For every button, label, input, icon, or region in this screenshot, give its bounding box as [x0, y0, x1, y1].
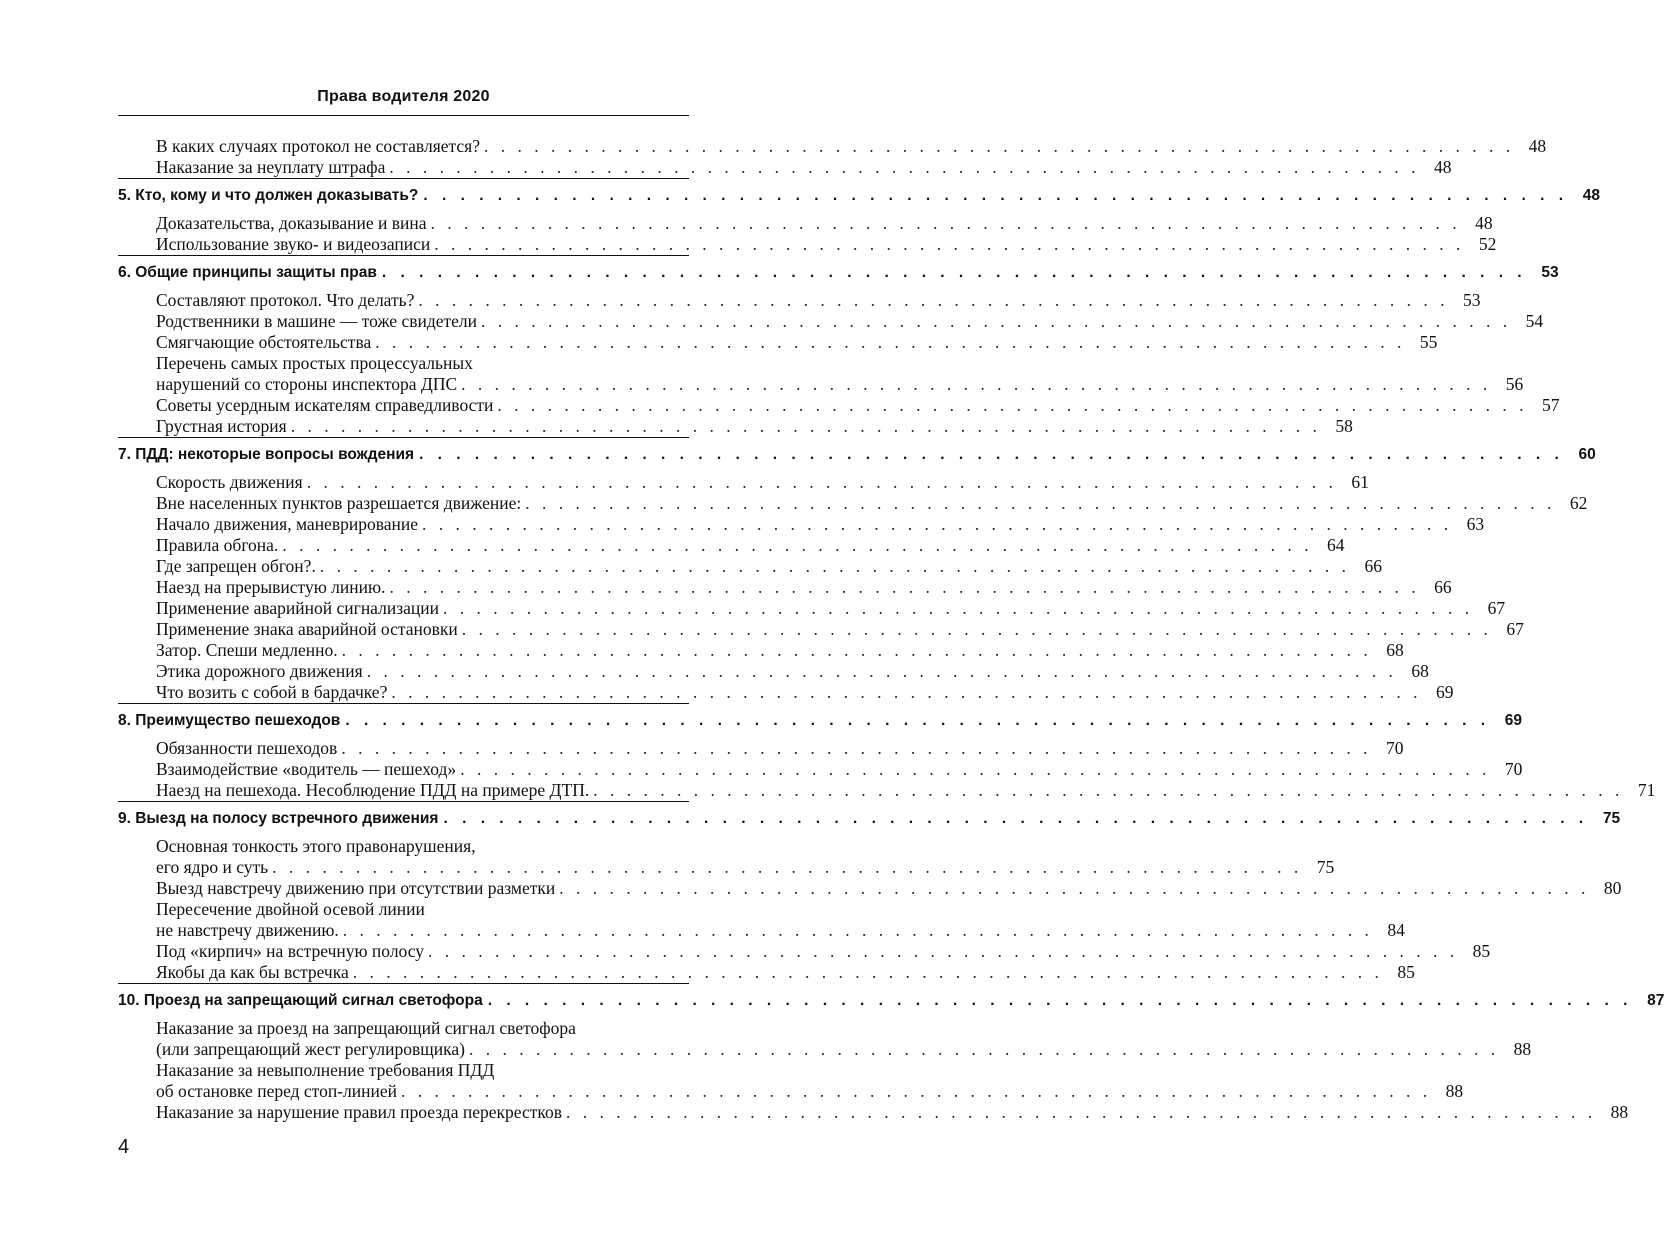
dot-leader: . . . . . . . . . . . . . . . . . . . . . . . . . . . . . . . . . . . . . . . . . . . . . . . . . . . . . . . . . . . . . .	[282, 535, 1313, 555]
entry-page: 56	[1505, 374, 1524, 394]
dot-leader: . . . . . . . . . . . . . . . . . . . . . . . . . . . . . . . . . . . . . . . . . . . . . . . . . . . . . . . . . . . . . .	[423, 187, 1569, 204]
dot-leader: . . . . . . . . . . . . . . . . . . . . . . . . . . . . . . . . . . . . . . . . . . . . . . . . . . . . . . . . . . . . . .	[419, 446, 1564, 463]
dot-leader: . . . . . . . . . . . . . . . . . . . . . . . . . . . . . . . . . . . . . . . . . . . . . . . . . . . . . . . . . . . . . .	[434, 234, 1465, 254]
toc-entry	[118, 234, 1497, 255]
chapter-page: 53	[1541, 264, 1559, 281]
dot-leader: . . . . . . . . . . . . . . . . . . . . . . . . . . . . . . . . . . . . . . . . . . . . . . . . . . . . . . . . . . . . . .	[319, 556, 1350, 576]
dot-leader: . . . . . . . . . . . . . . . . . . . . . . . . . . . . . . . . . . . . . . . . . . . . . . . . . . . . . . . . . . . . . .	[430, 213, 1461, 233]
dot-leader: . . . . . . . . . . . . . . . . . . . . . . . . . . . . . . . . . . . . . . . . . . . . . . . . . . . . . . . . . . . . . .	[341, 640, 1372, 660]
entry-page: 66	[1364, 556, 1382, 576]
toc-entry	[118, 514, 1485, 535]
chapter-title: 8. Преимущество пешеходов	[118, 712, 341, 729]
entry-page: 54	[1525, 311, 1544, 331]
dot-leader: . . . . . . . . . . . . . . . . . . . . . . . . . . . . . . . . . . . . . . . . . . . . . . . . . . . . . . . . . . . . . .	[381, 264, 1527, 281]
dot-leader: . . . . . . . . . . . . . . . . . . . . . . . . . . . . . . . . . . . . . . . . . . . . . . . . . . . . . . . . . . . . . .	[468, 1039, 1500, 1059]
toc-chapter	[118, 444, 1596, 466]
entry-title: Наказание за невыполнение требования ПДД	[156, 1060, 495, 1080]
toc-entry	[118, 962, 1415, 983]
entry-page: 48	[1528, 136, 1547, 156]
entry-title: Под «кирпич» на встречную полосу	[156, 941, 425, 961]
dot-leader: . . . . . . . . . . . . . . . . . . . . . . . . . . . . . . . . . . . . . . . . . . . . . . . . . . . . . . . . . . . . . .	[290, 416, 1321, 436]
entry-page: 88	[1445, 1081, 1464, 1101]
running-head: Права водителя 2020	[317, 88, 490, 105]
toc-entry	[118, 1102, 1629, 1123]
toc-entry	[118, 780, 1656, 801]
dot-leader: . . . . . . . . . . . . . . . . . . . . . . . . . . . . . . . . . . . . . . . . . . . . . . . . . . . . . . . . . . . . . .	[525, 493, 1556, 513]
entry-title: Вне населенных пунктов разрешается движение:	[156, 493, 522, 513]
entry-title: Начало движения, маневрирование	[156, 514, 419, 534]
dot-leader: . . . . . . . . . . . . . . . . . . . . . . . . . . . . . . . . . . . . . . . . . . . . . . . . . . . . . . . . . . . . . .	[306, 472, 1337, 492]
dot-leader: . . . . . . . . . . . . . . . . . . . . . . . . . . . . . . . . . . . . . . . . . . . . . . . . . . . . . . . . . . . . . .	[418, 290, 1449, 310]
entry-title: Смягчающие обстоятельства	[156, 332, 372, 352]
entry-title: (или запрещающий жест регулировщика)	[156, 1039, 465, 1059]
entry-page: 67	[1506, 619, 1524, 639]
toc-entry	[118, 290, 1481, 311]
entry-page: 75	[1316, 857, 1335, 877]
toc-entry	[118, 1060, 1464, 1102]
chapter-rule	[118, 178, 689, 179]
entry-page: 61	[1351, 472, 1369, 492]
entry-page: 85	[1472, 941, 1491, 961]
toc-entry	[118, 577, 1452, 598]
dot-leader: . . . . . . . . . . . . . . . . . . . . . . . . . . . . . . . . . . . . . . . . . . . . . . . . . . . . . . . . . . . . . .	[593, 780, 1624, 800]
entry-page: 69	[1435, 682, 1454, 702]
entry-title: Затор. Спеши медленно.	[156, 640, 338, 660]
toc-entry	[118, 759, 1523, 780]
entry-title: Наказание за нарушение правил проезда перекрестков	[156, 1102, 563, 1122]
dot-leader: . . . . . . . . . . . . . . . . . . . . . . . . . . . . . . . . . . . . . . . . . . . . . . . . . . . . . . . . . . . . . .	[487, 992, 1633, 1009]
dot-leader: . . . . . . . . . . . . . . . . . . . . . . . . . . . . . . . . . . . . . . . . . . . . . . . . . . . . . . . . . . . . . .	[483, 136, 1515, 156]
entry-page: 88	[1513, 1039, 1532, 1059]
dot-leader: . . . . . . . . . . . . . . . . . . . . . . . . . . . . . . . . . . . . . . . . . . . . . . . . . . . . . . . . . . . . . .	[566, 1102, 1597, 1122]
entry-title: Этика дорожного движения	[156, 661, 363, 681]
entry-title: Основная тонкость этого правонарушения,	[156, 836, 476, 856]
chapter-page: 48	[1582, 187, 1601, 204]
chapter-page: 60	[1578, 446, 1596, 463]
toc-entry	[118, 213, 1493, 234]
toc-entry	[118, 136, 1547, 157]
entry-title: Обязанности пешеходов	[156, 738, 338, 758]
toc-entry	[118, 941, 1491, 962]
entry-page: 80	[1603, 878, 1622, 898]
entry-title: Наказание за проезд на запрещающий сигнал светофора	[156, 1018, 576, 1038]
entry-page: 70	[1504, 759, 1523, 779]
toc-entry	[118, 661, 1429, 682]
entry-page: 84	[1387, 920, 1405, 940]
entry-page: 71	[1637, 780, 1656, 800]
toc-entry	[118, 416, 1353, 437]
chapter-page: 75	[1602, 810, 1621, 827]
toc-entry	[118, 682, 1454, 703]
entry-title: его ядро и суть	[156, 857, 269, 877]
entry-title: В каких случаях протокол не составляется?	[156, 136, 480, 156]
dot-leader: . . . . . . . . . . . . . . . . . . . . . . . . . . . . . . . . . . . . . . . . . . . . . . . . . . . . . . . . . . . . . .	[272, 857, 1303, 877]
entry-title: Перечень самых простых процессуальных	[156, 353, 473, 373]
dot-leader: . . . . . . . . . . . . . . . . . . . . . . . . . . . . . . . . . . . . . . . . . . . . . . . . . . . . . . . . . . . . . .	[342, 920, 1373, 940]
toc-entry	[118, 1018, 1532, 1060]
chapter-title: 5. Кто, кому и что должен доказывать?	[118, 187, 419, 204]
entry-title: не навстречу движению.	[156, 920, 339, 940]
entry-title: нарушений со стороны инспектора ДПС	[156, 374, 458, 394]
entry-page: 70	[1385, 738, 1404, 758]
entry-title: Советы усердным искателям справедливости	[156, 395, 494, 415]
chapter-title: 10. Проезд на запрещающий сигнал светофора	[118, 992, 483, 1009]
entry-title: Что возить с собой в бардачке?	[156, 682, 388, 702]
dot-leader: . . . . . . . . . . . . . . . . . . . . . . . . . . . . . . . . . . . . . . . . . . . . . . . . . . . . . . . . . . . . . .	[375, 332, 1406, 352]
entry-title: Составляют протокол. Что делать?	[156, 290, 415, 310]
entry-page: 48	[1434, 157, 1452, 177]
dot-leader: . . . . . . . . . . . . . . . . . . . . . . . . . . . . . . . . . . . . . . . . . . . . . . . . . . . . . . . . . . . . . .	[559, 878, 1590, 898]
toc-chapter	[118, 185, 1601, 207]
toc-entry	[118, 332, 1438, 353]
toc-entry	[118, 619, 1524, 640]
entry-page: 68	[1411, 661, 1429, 681]
toc-chapter	[118, 990, 1664, 1012]
dot-leader: . . . . . . . . . . . . . . . . . . . . . . . . . . . . . . . . . . . . . . . . . . . . . . . . . . . . . . . . . . . . . .	[442, 598, 1474, 618]
chapter-title: 9. Выезд на полосу встречного движения	[118, 810, 439, 827]
entry-title: Наезд на прерывистую линию.	[156, 577, 386, 597]
entry-title: Взаимодействие «водитель — пешеход»	[156, 759, 457, 779]
entry-page: 48	[1475, 213, 1493, 233]
entry-title: Грустная история	[156, 416, 287, 436]
toc-entry	[118, 598, 1506, 619]
dot-leader: . . . . . . . . . . . . . . . . . . . . . . . . . . . . . . . . . . . . . . . . . . . . . . . . . . . . . . . . . . . . . .	[428, 941, 1459, 961]
dot-leader: . . . . . . . . . . . . . . . . . . . . . . . . . . . . . . . . . . . . . . . . . . . . . . . . . . . . . . . . . . . . . .	[389, 157, 1420, 177]
dot-leader: . . . . . . . . . . . . . . . . . . . . . . . . . . . . . . . . . . . . . . . . . . . . . . . . . . . . . . . . . . . . . .	[461, 619, 1492, 639]
entry-page: 58	[1335, 416, 1353, 436]
toc-entry	[118, 493, 1588, 514]
toc-entry	[118, 556, 1382, 577]
entry-title: Наказание за неуплату штрафа	[156, 157, 386, 177]
toc-entry	[118, 395, 1560, 416]
entry-page: 67	[1487, 598, 1506, 618]
chapter-title: 7. ПДД: некоторые вопросы вождения	[118, 446, 415, 463]
entry-title: Наезд на пешехода. Несоблюдение ПДД на примере ДТП.	[156, 780, 590, 800]
entry-title: Использование звуко- и видеозаписи	[156, 234, 431, 254]
chapter-page: 69	[1504, 712, 1523, 729]
chapter-rule	[118, 437, 689, 438]
toc-chapter	[118, 710, 1523, 732]
entry-page: 57	[1542, 395, 1560, 415]
toc-entry	[118, 535, 1345, 556]
toc-entry	[118, 738, 1404, 759]
toc-chapter	[118, 808, 1621, 830]
entry-page: 85	[1397, 962, 1415, 982]
entry-title: Применение знака аварийной остановки	[156, 619, 458, 639]
chapter-rule	[118, 801, 689, 802]
dot-leader: . . . . . . . . . . . . . . . . . . . . . . . . . . . . . . . . . . . . . . . . . . . . . . . . . . . . . . . . . . . . . .	[341, 738, 1372, 758]
toc-chapter	[118, 262, 1559, 284]
toc-entry	[118, 899, 1405, 941]
chapter-page: 87	[1647, 992, 1664, 1009]
dot-leader: . . . . . . . . . . . . . . . . . . . . . . . . . . . . . . . . . . . . . . . . . . . . . . . . . . . . . . . . . . . . . .	[460, 759, 1491, 779]
chapter-rule	[118, 703, 689, 704]
toc-entry	[118, 157, 1452, 178]
dot-leader: . . . . . . . . . . . . . . . . . . . . . . . . . . . . . . . . . . . . . . . . . . . . . . . . . . . . . . . . . . . . . .	[391, 682, 1422, 702]
entry-title: Доказательства, доказывание и вина	[156, 213, 427, 233]
dot-leader: . . . . . . . . . . . . . . . . . . . . . . . . . . . . . . . . . . . . . . . . . . . . . . . . . . . . . . . . . . . . . .	[389, 577, 1420, 597]
page-number: 4	[118, 1136, 130, 1158]
header-rule	[118, 115, 689, 116]
toc-entry	[118, 472, 1369, 493]
entry-title: Правила обгона.	[156, 535, 279, 555]
entry-title: Якобы да как бы встречка	[156, 962, 349, 982]
toc-entry	[118, 640, 1404, 661]
dot-leader: . . . . . . . . . . . . . . . . . . . . . . . . . . . . . . . . . . . . . . . . . . . . . . . . . . . . . . . . . . . . . .	[400, 1081, 1432, 1101]
dot-leader: . . . . . . . . . . . . . . . . . . . . . . . . . . . . . . . . . . . . . . . . . . . . . . . . . . . . . . . . . . . . . .	[497, 395, 1528, 415]
entry-page: 68	[1386, 640, 1404, 660]
entry-page: 55	[1419, 332, 1438, 352]
toc-entry	[118, 878, 1622, 899]
entry-page: 52	[1478, 234, 1497, 254]
entry-title: Пересечение двойной осевой линии	[156, 899, 425, 919]
entry-title: Родственники в машине — тоже свидетели	[156, 311, 478, 331]
chapter-rule	[118, 255, 689, 256]
entry-page: 66	[1434, 577, 1452, 597]
toc-entry	[118, 353, 1524, 395]
dot-leader: . . . . . . . . . . . . . . . . . . . . . . . . . . . . . . . . . . . . . . . . . . . . . . . . . . . . . . . . . . . . . .	[366, 661, 1397, 681]
chapter-title: 6. Общие принципы защиты прав	[118, 264, 377, 281]
dot-leader: . . . . . . . . . . . . . . . . . . . . . . . . . . . . . . . . . . . . . . . . . . . . . . . . . . . . . . . . . . . . . .	[345, 712, 1491, 729]
toc-entry	[118, 311, 1544, 332]
entry-title: Скорость движения	[156, 472, 303, 492]
entry-page: 62	[1569, 493, 1588, 513]
toc-entry	[118, 836, 1335, 878]
dot-leader: . . . . . . . . . . . . . . . . . . . . . . . . . . . . . . . . . . . . . . . . . . . . . . . . . . . . . . . . . . . . . .	[443, 810, 1589, 827]
entry-title: Выезд навстречу движению при отсутствии разметки	[156, 878, 556, 898]
chapter-rule	[118, 983, 689, 984]
dot-leader: . . . . . . . . . . . . . . . . . . . . . . . . . . . . . . . . . . . . . . . . . . . . . . . . . . . . . . . . . . . . . .	[422, 514, 1453, 534]
entry-title: об остановке перед стоп-линией	[156, 1081, 397, 1101]
table-of-contents	[118, 136, 1664, 1123]
entry-title: Где запрещен обгон?.	[156, 556, 316, 576]
dot-leader: . . . . . . . . . . . . . . . . . . . . . . . . . . . . . . . . . . . . . . . . . . . . . . . . . . . . . . . . . . . . . .	[461, 374, 1492, 394]
entry-title: Применение аварийной сигнализации	[156, 598, 439, 618]
dot-leader: . . . . . . . . . . . . . . . . . . . . . . . . . . . . . . . . . . . . . . . . . . . . . . . . . . . . . . . . . . . . . .	[481, 311, 1512, 331]
entry-page: 53	[1463, 290, 1481, 310]
entry-page: 88	[1610, 1102, 1629, 1122]
dot-leader: . . . . . . . . . . . . . . . . . . . . . . . . . . . . . . . . . . . . . . . . . . . . . . . . . . . . . . . . . . . . . .	[352, 962, 1383, 982]
entry-page: 64	[1326, 535, 1345, 555]
entry-page: 63	[1466, 514, 1485, 534]
